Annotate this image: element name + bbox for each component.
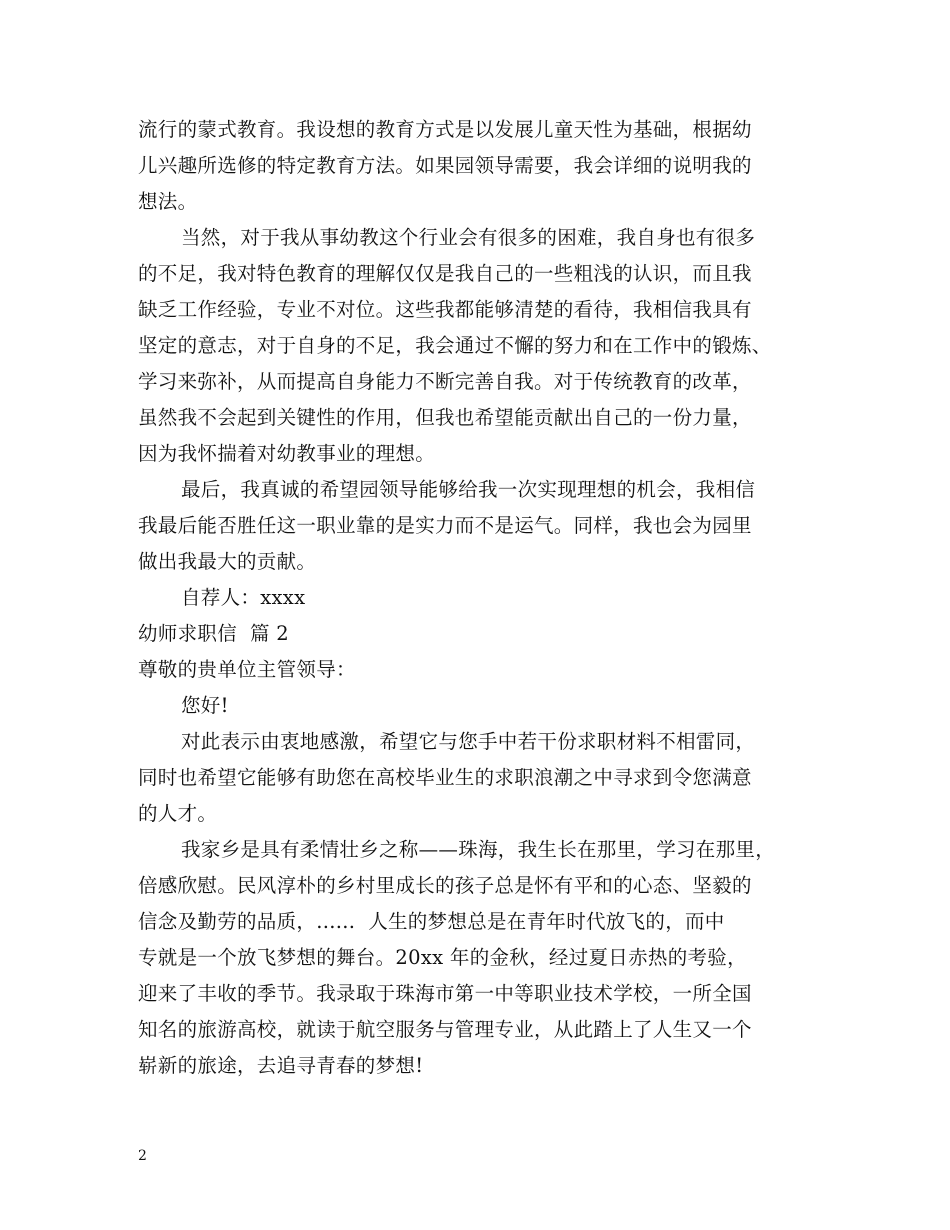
signature-line: 自荐人：xxxx bbox=[181, 586, 306, 609]
body-text-line: 学习来弥补，从而提高自身能力不断完善自我。对于传统教育的改革， bbox=[138, 370, 752, 393]
body-text-line: 的人才。 bbox=[138, 802, 218, 825]
body-text-line: 缺乏工作经验，专业不对位。这些我都能够清楚的看待，我相信我具有 bbox=[138, 298, 752, 321]
body-text-line: 做出我最大的贡献。 bbox=[138, 550, 317, 573]
body-text-line: 想法。 bbox=[138, 190, 198, 213]
body-text-line: 儿兴趣所选修的特定教育方法。如果园领导需要，我会详细的说明我的 bbox=[138, 154, 752, 177]
body-text-line: 我最后能否胜任这一职业靠的是实力而不是运气。同样，我也会为园里 bbox=[138, 514, 752, 537]
body-text-line: 专就是一个放飞梦想的舞台。20xx 年的金秋，经过夏日赤热的考验， bbox=[138, 946, 747, 969]
salutation: 尊敬的贵单位主管领导： bbox=[138, 658, 356, 681]
body-text-line: 崭新的旅途，去追寻青春的梦想! bbox=[138, 1054, 424, 1077]
paragraph-first-line: 对此表示由衷地感激，希望它与您手中若干份求职材料不相雷同， bbox=[181, 730, 756, 753]
paragraph-first-line: 我家乡是具有柔情壮乡之称——珠海，我生长在那里，学习在那里， bbox=[181, 838, 776, 861]
body-text-line: 流行的蒙式教育。我设想的教育方式是以发展儿童天性为基础，根据幼 bbox=[138, 118, 752, 141]
body-text-line: 倍感欣慰。民风淳朴的乡村里成长的孩子总是怀有平和的心态、坚毅的 bbox=[138, 874, 752, 897]
body-text-line: 坚定的意志，对于自身的不足，我会通过不懈的努力和在工作中的锻炼、 bbox=[138, 334, 772, 357]
body-text-line: 虽然我不会起到关键性的作用，但我也希望能贡献出自己的一份力量， bbox=[138, 406, 752, 429]
body-text-line: 的不足，我对特色教育的理解仅仅是我自己的一些粗浅的认识，而且我 bbox=[138, 262, 752, 285]
body-text-line: 因为我怀揣着对幼教事业的理想。 bbox=[138, 442, 436, 465]
greeting: 您好! bbox=[181, 694, 229, 717]
body-text-line: 信念及勤劳的品质，...... 人生的梦想总是在青年时代放飞的，而中 bbox=[138, 910, 725, 933]
body-text-line: 迎来了丰收的季节。我录取于珠海市第一中等职业技术学校，一所全国 bbox=[138, 982, 752, 1005]
paragraph-first-line: 当然，对于我从事幼教这个行业会有很多的困难，我自身也有很多 bbox=[181, 226, 756, 249]
page-number: 2 bbox=[138, 1148, 147, 1164]
section-heading: 幼师求职信 篇 2 bbox=[138, 622, 290, 645]
body-text-line: 同时也希望它能够有助您在高校毕业生的求职浪潮之中寻求到令您满意 bbox=[138, 766, 752, 789]
paragraph-first-line: 最后，我真诚的希望园领导能够给我一次实现理想的机会，我相信 bbox=[181, 478, 756, 501]
body-text-line: 知名的旅游高校，就读于航空服务与管理专业，从此踏上了人生又一个 bbox=[138, 1018, 752, 1041]
